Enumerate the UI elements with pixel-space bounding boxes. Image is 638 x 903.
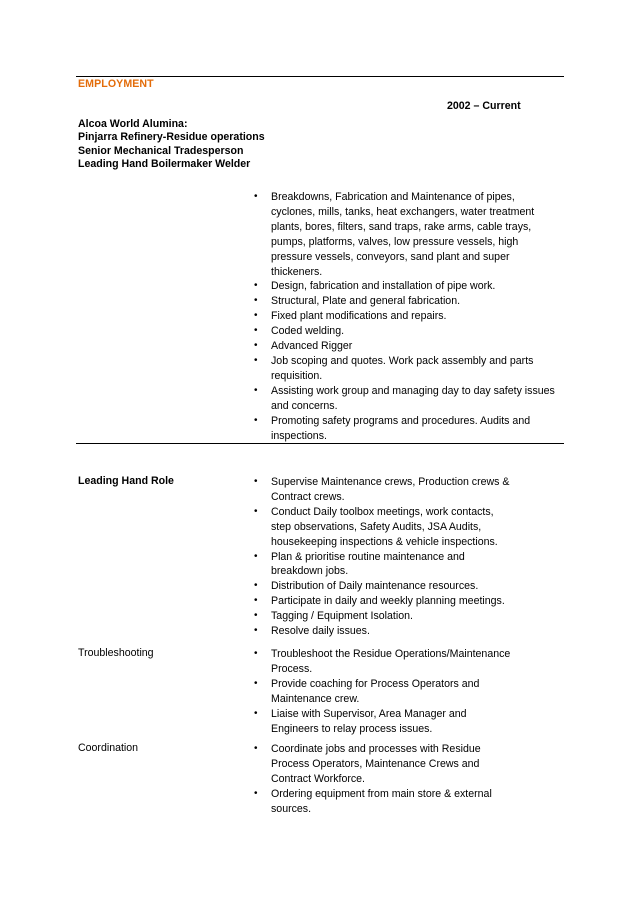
list-item-line: cyclones, mills, tanks, heat exchangers, water treatment bbox=[271, 205, 535, 218]
list-item-line: Process Operators, Maintenance Crews and bbox=[271, 757, 480, 770]
troubleshooting-label: Troubleshooting bbox=[78, 647, 154, 659]
list-item-line: Conduct Daily toolbox meetings, work contacts, bbox=[271, 505, 494, 518]
list-item-line: inspections. bbox=[271, 429, 327, 442]
list-item-line: Structural, Plate and general fabrication. bbox=[271, 295, 461, 308]
list-item-line: Participate in daily and weekly planning meetings. bbox=[271, 595, 505, 608]
list-item bbox=[254, 594, 509, 609]
employer-block bbox=[78, 118, 265, 172]
list-item-line: Resolve daily issues. bbox=[271, 625, 370, 638]
list-item-line: Advanced Rigger bbox=[271, 340, 353, 353]
bullet-icon: • bbox=[254, 280, 258, 292]
list-item-line: Fixed plant modifications and repairs. bbox=[271, 310, 447, 323]
list-item-line: Job scoping and quotes. Work pack assembly and parts bbox=[271, 354, 534, 367]
bullet-icon: • bbox=[254, 610, 258, 622]
top-rule bbox=[76, 76, 564, 77]
list-item-line: Distribution of Daily maintenance resources. bbox=[271, 580, 479, 593]
list-item bbox=[254, 279, 555, 294]
list-item-line: Liaise with Supervisor, Area Manager and bbox=[271, 707, 467, 720]
list-item bbox=[254, 647, 510, 677]
section-divider bbox=[76, 443, 564, 444]
list-item bbox=[254, 190, 555, 279]
list-item bbox=[254, 550, 509, 580]
list-item-line: requisition. bbox=[271, 369, 323, 382]
coordination-label: Coordination bbox=[78, 742, 139, 754]
bullet-icon: • bbox=[254, 384, 258, 396]
list-item-line: Process. bbox=[271, 662, 313, 675]
list-item bbox=[254, 384, 555, 414]
list-item-line: Tagging / Equipment Isolation. bbox=[271, 610, 413, 623]
list-item-line: Maintenance crew. bbox=[271, 692, 360, 705]
bullet-icon: • bbox=[254, 505, 258, 517]
list-item-line: Provide coaching for Process Operators and bbox=[271, 677, 480, 690]
bullet-icon: • bbox=[254, 354, 258, 366]
troubleshooting-list bbox=[254, 647, 510, 736]
list-item-line: breakdown jobs. bbox=[271, 565, 349, 578]
list-item-line: Design, fabrication and installation of pipe work. bbox=[271, 280, 496, 293]
bullet-icon: • bbox=[254, 787, 258, 799]
list-item-line: Troubleshoot the Residue Operations/Maintenance bbox=[271, 648, 511, 660]
list-item bbox=[254, 309, 555, 324]
list-item-line: Breakdowns, Fabrication and Maintenance of pipes, bbox=[271, 191, 515, 203]
list-item-line: pumps, platforms, valves, low pressure vessels, high bbox=[271, 235, 519, 248]
list-item bbox=[254, 339, 555, 354]
list-item-line: pressure vessels, conveyors, sand plant and super bbox=[271, 250, 510, 263]
leading-hand-label: Leading Hand Role bbox=[78, 475, 174, 487]
bullet-icon: • bbox=[254, 580, 258, 592]
list-item bbox=[254, 294, 555, 309]
list-item-line: plants, bores, filters, sand traps, rake arms, cable trays, bbox=[271, 220, 532, 233]
employment-dates: 2002 – Current bbox=[447, 100, 521, 112]
bullet-icon: • bbox=[254, 677, 258, 689]
employer-line: Alcoa World Alumina: bbox=[78, 118, 188, 130]
list-item-line: Contract crews. bbox=[271, 490, 345, 503]
list-item bbox=[254, 787, 492, 817]
list-item-line: Supervise Maintenance crews, Production crews & bbox=[271, 476, 510, 488]
bullet-icon: • bbox=[254, 743, 258, 754]
list-item bbox=[254, 414, 555, 444]
list-item-line: sources. bbox=[271, 802, 312, 815]
bullet-icon: • bbox=[254, 625, 258, 637]
bullet-icon: • bbox=[254, 340, 258, 352]
bullet-icon: • bbox=[254, 191, 258, 202]
leading-hand-list bbox=[254, 475, 509, 639]
list-item-line: step observations, Safety Audits, JSA Audits, bbox=[271, 520, 482, 533]
bullet-icon: • bbox=[254, 476, 258, 487]
employer-line: Pinjarra Refinery-Residue operations bbox=[78, 131, 265, 144]
coordination-list bbox=[254, 742, 492, 817]
list-item bbox=[254, 354, 555, 384]
list-item-line: Coordinate jobs and processes with Residue bbox=[271, 743, 481, 755]
list-item bbox=[254, 742, 492, 787]
list-item bbox=[254, 707, 510, 737]
employer-line: Senior Mechanical Tradesperson bbox=[78, 144, 244, 157]
list-item-line: Contract Workforce. bbox=[271, 772, 365, 785]
bullet-icon: • bbox=[254, 648, 258, 659]
list-item-line: Coded welding. bbox=[271, 325, 345, 338]
bullet-icon: • bbox=[254, 550, 258, 562]
list-item-line: Promoting safety programs and procedures. Audits and bbox=[271, 414, 531, 427]
list-item-line: and concerns. bbox=[271, 399, 338, 412]
list-item-line: Ordering equipment from main store & external bbox=[271, 787, 492, 800]
bullet-icon: • bbox=[254, 414, 258, 426]
list-item bbox=[254, 677, 510, 707]
list-item-line: thickeners. bbox=[271, 265, 323, 278]
bullet-icon: • bbox=[254, 595, 258, 607]
list-item bbox=[254, 579, 509, 594]
list-item bbox=[254, 475, 509, 505]
list-item bbox=[254, 624, 509, 639]
list-item bbox=[254, 505, 509, 550]
list-item-line: Plan & prioritise routine maintenance and bbox=[271, 550, 465, 563]
section-heading: EMPLOYMENT bbox=[78, 78, 154, 90]
list-item-line: Engineers to relay process issues. bbox=[271, 722, 433, 735]
bullet-icon: • bbox=[254, 310, 258, 322]
bullet-icon: • bbox=[254, 325, 258, 337]
bullet-icon: • bbox=[254, 707, 258, 719]
duties-list bbox=[254, 190, 555, 443]
list-item-line: Assisting work group and managing day to day safety issues bbox=[271, 384, 555, 397]
list-item bbox=[254, 324, 555, 339]
bullet-icon: • bbox=[254, 295, 258, 307]
list-item bbox=[254, 609, 509, 624]
employer-line: Leading Hand Boilermaker Welder bbox=[78, 158, 251, 171]
list-item-line: housekeeping inspections & vehicle inspections. bbox=[271, 535, 498, 548]
